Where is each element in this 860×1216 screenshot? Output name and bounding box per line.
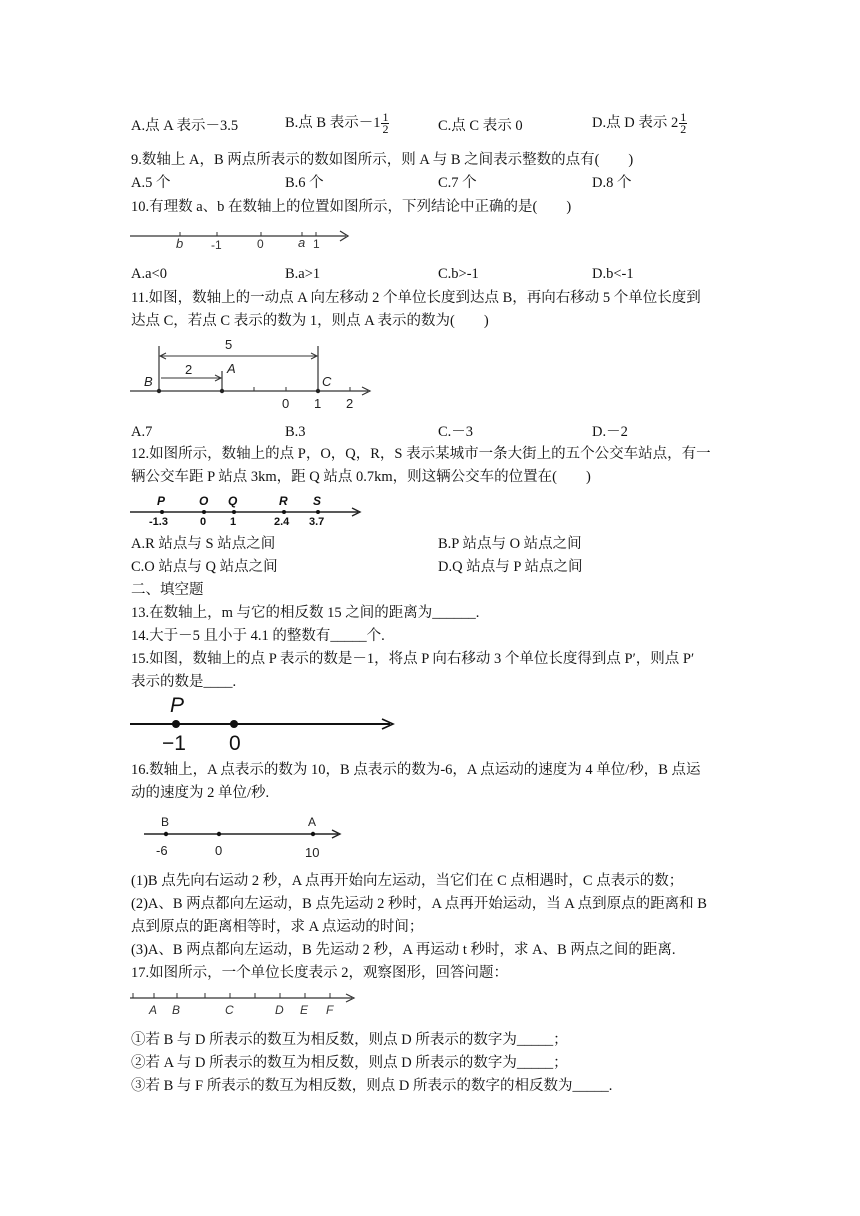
q11-label-b: B <box>144 374 153 389</box>
q16-sub3: (3)A、B 两点都向左运动，B 先运动 2 秒，A 再运动 t 秒时，求 A、B 两点之间的距离. <box>131 942 676 958</box>
q12-value-o: 0 <box>200 516 207 528</box>
q12-stem-line1: 12.如图所示，数轴上的点 P，O，Q，R，S 表示某城市一条大街上的五个公交车站点，有一 <box>131 446 711 462</box>
q16-stem-line2: 动的速度为 2 单位/秒. <box>131 785 270 801</box>
q10-stem: 10.有理数 a、b 在数轴上的位置如图所示，下列结论中正确的是( ) <box>131 199 572 215</box>
q17-label-a: A <box>149 1003 158 1017</box>
q11-option-b: B.3 <box>285 424 306 440</box>
q11-option-a: A.7 <box>131 424 153 440</box>
q16-label-a: A <box>308 815 317 829</box>
q12-label-s: S <box>313 494 322 508</box>
q11-dot-b <box>157 389 161 393</box>
q16-label-0: 0 <box>215 843 223 858</box>
q8-option-b-text: B.点 B 表示－1 <box>285 114 381 131</box>
q15-number-line-figure <box>128 692 403 754</box>
q8-option-b-numerator: 1 <box>382 110 389 124</box>
q12-dot-q <box>232 510 236 514</box>
q17-stem: 17.如图所示，一个单位长度表示 2，观察图形，回答问题： <box>131 965 508 981</box>
q16-dot-0 <box>217 832 221 836</box>
q12-value-q: 1 <box>230 516 237 528</box>
q16-dot-b <box>164 832 168 836</box>
q11-label-2: 2 <box>185 362 193 377</box>
q8-option-d-denominator: 2 <box>680 122 687 136</box>
q15-stem-line2: 表示的数是____. <box>131 674 237 690</box>
q11-label-1: 1 <box>314 396 322 411</box>
q17-label-f: F <box>326 1003 334 1017</box>
q16-number-line-figure <box>142 812 352 862</box>
q17-number-line-figure <box>128 986 368 1022</box>
q10-label-0: 0 <box>257 237 264 251</box>
q11-stem-line1: 11.如图，数轴上的一动点 A 向左移动 2 个单位长度到达点 B，再向右移动 5 个单位长度到 <box>131 290 701 306</box>
q17-label-b: B <box>172 1003 181 1017</box>
q9-option-b: B.6 个 <box>285 175 324 191</box>
q8-option-d-fraction <box>679 112 687 135</box>
q8-option-a: A.点 A 表示－3.5 <box>131 118 239 134</box>
q16-stem-line1: 16.数轴上，A 点表示的数为 10，B 点表示的数为-6，A 点运动的速度为 4 单位/秒，B 点运 <box>131 762 701 778</box>
q12-dot-r <box>282 510 286 514</box>
q16-label-minus6: -6 <box>156 843 168 858</box>
q8-option-d <box>592 112 687 135</box>
q12-value-s: 3.7 <box>309 516 325 528</box>
q12-label-q: Q <box>228 494 238 508</box>
q10-option-b: B.a>1 <box>285 266 321 282</box>
q17-label-e: E <box>300 1003 309 1017</box>
q17-item-3: ③若 B 与 F 所表示的数互为相反数，则点 D 所表示的数字的相反数为_____. <box>131 1078 613 1094</box>
q11-option-d: D.－2 <box>592 424 628 440</box>
q11-label-a: A <box>227 361 236 376</box>
q11-label-0: 0 <box>282 396 290 411</box>
q16-sub1: (1)B 点先向右运动 2 秒，A 点再开始向左运动，当它们在 C 点相遇时，C 点表示的数； <box>131 873 684 889</box>
q9-option-c: C.7 个 <box>438 175 477 191</box>
q10-option-d: D.b<-1 <box>592 266 634 282</box>
q12-label-r: R <box>279 494 288 508</box>
q16-label-10: 10 <box>305 845 320 860</box>
q10-option-c: C.b>-1 <box>438 266 479 282</box>
section-fill-in-heading: 二、填空题 <box>131 582 204 598</box>
q15-dot-0 <box>230 720 238 728</box>
q12-stem-line2: 辆公交车距 P 站点 3km，距 Q 站点 0.7km，则这辆公交车的位置在( ) <box>131 469 591 485</box>
q16-dot-a <box>311 832 315 836</box>
q17-label-d: D <box>275 1003 284 1017</box>
q13-stem: 13.在数轴上，m 与它的相反数 15 之间的距离为______. <box>131 605 480 621</box>
q12-label-p: P <box>157 494 166 508</box>
q9-option-d: D.8 个 <box>592 175 632 191</box>
q12-option-b: B.P 站点与 O 站点之间 <box>438 536 582 552</box>
q10-option-a: A.a<0 <box>131 266 167 282</box>
q15-label-p: P <box>170 694 185 717</box>
q11-label-2-tick: 2 <box>346 396 354 411</box>
q12-dot-p <box>160 510 164 514</box>
q10-label-b: b <box>176 236 184 251</box>
q12-label-o: O <box>199 494 209 508</box>
q11-label-5: 5 <box>225 337 233 352</box>
q9-option-a: A.5 个 <box>131 175 171 191</box>
q8-option-b-denominator: 2 <box>382 122 389 136</box>
q17-item-1: ①若 B 与 D 所表示的数互为相反数，则点 D 所表示的数字为_____； <box>131 1032 568 1048</box>
q8-option-d-numerator: 1 <box>680 110 687 124</box>
q10-label-a: a <box>298 235 306 250</box>
q8-option-b-fraction <box>381 112 389 135</box>
q17-label-c: C <box>225 1003 234 1017</box>
q15-dot-p <box>172 720 180 728</box>
q11-label-c: C <box>322 374 332 389</box>
q10-label-minus1: -1 <box>211 238 222 252</box>
q15-stem-line1: 15.如图，数轴上的点 P 表示的数是－1，将点 P 向右移动 3 个单位长度得到点 P′，则点 P′ <box>131 651 695 667</box>
q11-number-line-figure <box>128 336 378 414</box>
q11-stem-line2: 达点 C，若点 C 表示的数为 1，则点 A 表示的数为( ) <box>131 313 489 329</box>
q11-dot-a <box>220 389 224 393</box>
q16-sub2-line1: (2)A、B 两点都向左运动，B 点先运动 2 秒时，A 点再开始运动，当 A 点到原点的距离和 B <box>131 896 707 912</box>
q12-value-r: 2.4 <box>274 516 290 528</box>
q11-option-c: C.－3 <box>438 424 474 440</box>
q8-option-d-text: D.点 D 表示 2 <box>592 114 679 131</box>
q17-item-2: ②若 A 与 D 所表示的数互为相反数，则点 D 所表示的数字为_____； <box>131 1055 568 1071</box>
q9-stem: 9.数轴上 A，B 两点所表示的数如图所示，则 A 与 B 之间表示整数的点有( ) <box>131 152 634 168</box>
q11-dot-c <box>316 389 320 393</box>
q14-stem: 14.大于－5 且小于 4.1 的整数有_____个. <box>131 628 385 644</box>
q12-option-a: A.R 站点与 S 站点之间 <box>131 536 276 552</box>
q16-label-b: B <box>161 815 170 829</box>
q10-label-1: 1 <box>313 237 320 251</box>
q12-option-c: C.O 站点与 Q 站点之间 <box>131 559 278 575</box>
q12-option-d: D.Q 站点与 P 站点之间 <box>438 559 583 575</box>
q8-option-b <box>285 112 389 135</box>
q16-sub2-line2: 点到原点的距离相等时，求 A 点运动的时间； <box>131 919 424 935</box>
q15-label-minus1: −1 <box>162 732 186 755</box>
q15-label-0: 0 <box>229 732 241 755</box>
q12-number-line-figure <box>128 492 368 528</box>
q12-dot-o <box>202 510 206 514</box>
q12-value-p: -1.3 <box>149 516 168 528</box>
q10-number-line-figure <box>128 224 360 258</box>
q12-dot-s <box>316 510 320 514</box>
q8-option-c: C.点 C 表示 0 <box>438 118 523 134</box>
